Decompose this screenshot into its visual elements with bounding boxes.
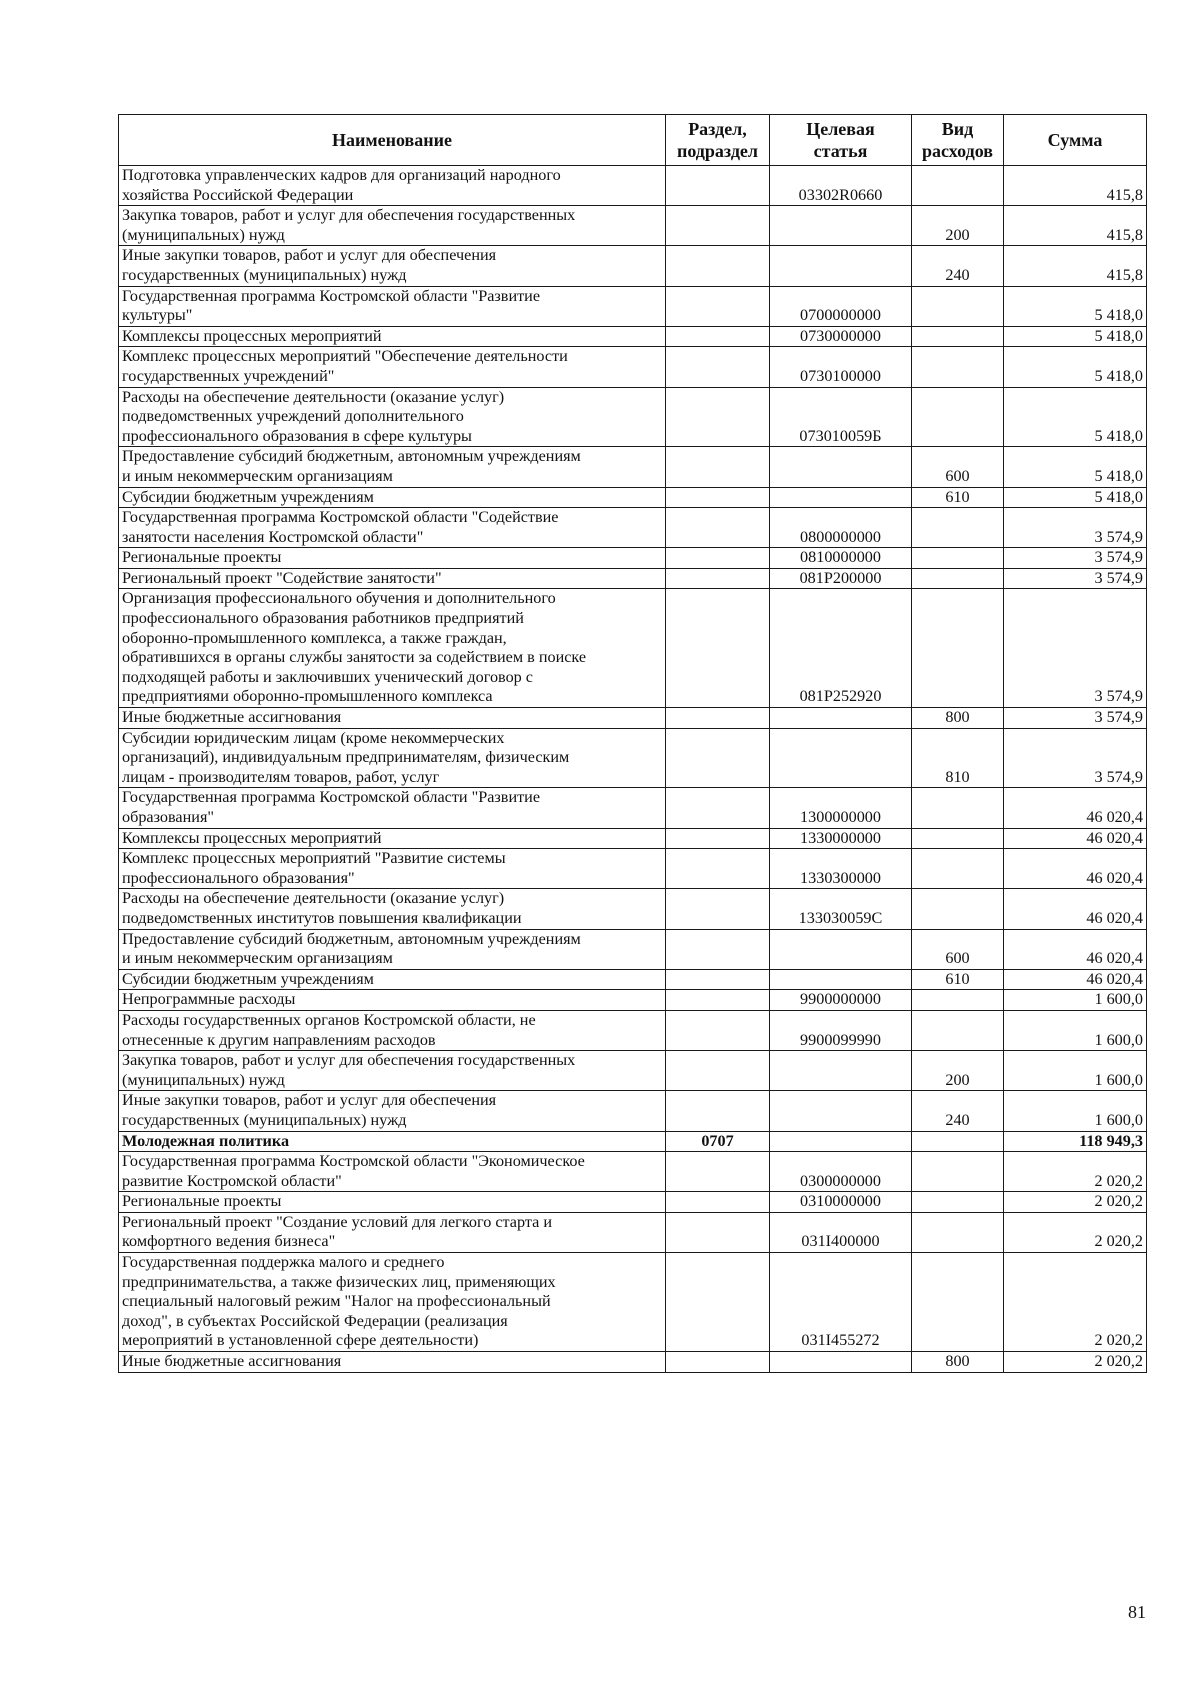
cell-kind bbox=[912, 347, 1004, 387]
cell-name: Подготовка управленческих кадров для организаций народного хозяйства Российской Федерации bbox=[119, 166, 666, 206]
table-row bbox=[119, 246, 1147, 286]
table-body bbox=[119, 166, 1147, 1373]
cell-section bbox=[666, 1010, 770, 1050]
cell-target: 0800000000 bbox=[770, 508, 912, 548]
table-row bbox=[119, 1253, 1147, 1352]
cell-name: Иные бюджетные ассигнования bbox=[119, 708, 666, 729]
cell-section bbox=[666, 347, 770, 387]
cell-kind bbox=[912, 889, 1004, 929]
cell-kind bbox=[912, 326, 1004, 347]
cell-sum: 46 020,4 bbox=[1004, 889, 1147, 929]
table-row bbox=[119, 1091, 1147, 1131]
cell-section bbox=[666, 568, 770, 589]
cell-name: Иные закупки товаров, работ и услуг для обеспечения государственных (муниципальных) нужд bbox=[119, 1091, 666, 1131]
cell-section bbox=[666, 1253, 770, 1352]
cell-kind bbox=[912, 166, 1004, 206]
table-row bbox=[119, 1131, 1147, 1152]
cell-kind: 200 bbox=[912, 1051, 1004, 1091]
cell-target: 0730100000 bbox=[770, 347, 912, 387]
cell-name: Региональные проекты bbox=[119, 548, 666, 569]
cell-target: 03302R0660 bbox=[770, 166, 912, 206]
cell-name: Субсидии бюджетным учреждениям bbox=[119, 487, 666, 508]
cell-section bbox=[666, 889, 770, 929]
table-row bbox=[119, 1352, 1147, 1373]
column-header-sum: Сумма bbox=[1004, 115, 1147, 166]
table-row bbox=[119, 969, 1147, 990]
cell-section bbox=[666, 286, 770, 326]
table-row bbox=[119, 548, 1147, 569]
cell-sum: 3 574,9 bbox=[1004, 508, 1147, 548]
table-row bbox=[119, 990, 1147, 1011]
cell-sum: 2 020,2 bbox=[1004, 1212, 1147, 1252]
cell-name: Предоставление субсидий бюджетным, автономным учреждениям и иным некоммерческим организациям bbox=[119, 929, 666, 969]
cell-kind bbox=[912, 849, 1004, 889]
cell-target: 1300000000 bbox=[770, 788, 912, 828]
column-header-target: Целевая статья bbox=[770, 115, 912, 166]
cell-sum: 1 600,0 bbox=[1004, 1091, 1147, 1131]
cell-kind bbox=[912, 548, 1004, 569]
cell-sum: 2 020,2 bbox=[1004, 1352, 1147, 1373]
cell-section bbox=[666, 246, 770, 286]
cell-section bbox=[666, 1352, 770, 1373]
cell-sum: 1 600,0 bbox=[1004, 1010, 1147, 1050]
cell-kind bbox=[912, 1212, 1004, 1252]
cell-name: Расходы на обеспечение деятельности (оказание услуг) подведомственных учреждений дополнительного профессионального образования в сфере культуры bbox=[119, 387, 666, 447]
table-row bbox=[119, 387, 1147, 447]
cell-target: 1330000000 bbox=[770, 828, 912, 849]
cell-sum: 3 574,9 bbox=[1004, 589, 1147, 708]
cell-kind: 610 bbox=[912, 969, 1004, 990]
cell-sum: 46 020,4 bbox=[1004, 828, 1147, 849]
cell-sum: 46 020,4 bbox=[1004, 929, 1147, 969]
cell-section bbox=[666, 969, 770, 990]
table-row bbox=[119, 728, 1147, 788]
cell-section bbox=[666, 849, 770, 889]
cell-target: 9900099990 bbox=[770, 1010, 912, 1050]
cell-kind bbox=[912, 1253, 1004, 1352]
cell-name: Комплексы процессных мероприятий bbox=[119, 828, 666, 849]
cell-sum: 2 020,2 bbox=[1004, 1192, 1147, 1213]
cell-name: Расходы на обеспечение деятельности (оказание услуг) подведомственных институтов повышения квалификации bbox=[119, 889, 666, 929]
cell-target: 133030059С bbox=[770, 889, 912, 929]
cell-kind bbox=[912, 568, 1004, 589]
cell-kind bbox=[912, 589, 1004, 708]
cell-kind: 200 bbox=[912, 206, 1004, 246]
cell-section bbox=[666, 487, 770, 508]
cell-target bbox=[770, 206, 912, 246]
cell-sum: 1 600,0 bbox=[1004, 990, 1147, 1011]
column-header-section: Раздел, подраздел bbox=[666, 115, 770, 166]
cell-target bbox=[770, 246, 912, 286]
column-header-name: Наименование bbox=[119, 115, 666, 166]
cell-target bbox=[770, 708, 912, 729]
cell-name: Государственная программа Костромской области "Развитие образования" bbox=[119, 788, 666, 828]
cell-section bbox=[666, 589, 770, 708]
cell-kind bbox=[912, 1152, 1004, 1192]
cell-target: 1330300000 bbox=[770, 849, 912, 889]
table-row bbox=[119, 568, 1147, 589]
cell-sum: 5 418,0 bbox=[1004, 326, 1147, 347]
table-header-row bbox=[119, 115, 1147, 166]
cell-sum: 5 418,0 bbox=[1004, 286, 1147, 326]
cell-target: 031I400000 bbox=[770, 1212, 912, 1252]
table-row bbox=[119, 508, 1147, 548]
cell-kind: 240 bbox=[912, 246, 1004, 286]
cell-name: Закупка товаров, работ и услуг для обеспечения государственных (муниципальных) нужд bbox=[119, 206, 666, 246]
cell-kind: 610 bbox=[912, 487, 1004, 508]
cell-kind: 240 bbox=[912, 1091, 1004, 1131]
table-row bbox=[119, 487, 1147, 508]
cell-target: 0300000000 bbox=[770, 1152, 912, 1192]
cell-sum: 3 574,9 bbox=[1004, 568, 1147, 589]
cell-name: Региональный проект "Содействие занятости" bbox=[119, 568, 666, 589]
cell-section bbox=[666, 828, 770, 849]
cell-target bbox=[770, 969, 912, 990]
cell-name: Государственная программа Костромской области "Экономическое развитие Костромской области" bbox=[119, 1152, 666, 1192]
cell-name: Молодежная политика bbox=[119, 1131, 666, 1152]
cell-name: Комплекс процессных мероприятий "Развитие системы профессионального образования" bbox=[119, 849, 666, 889]
cell-target bbox=[770, 447, 912, 487]
cell-sum: 2 020,2 bbox=[1004, 1152, 1147, 1192]
cell-kind bbox=[912, 990, 1004, 1011]
cell-target: 031I455272 bbox=[770, 1253, 912, 1352]
cell-sum: 46 020,4 bbox=[1004, 788, 1147, 828]
table-row bbox=[119, 1152, 1147, 1192]
cell-name: Субсидии юридическим лицам (кроме некоммерческих организаций), индивидуальным предпринимателям, физическим лицам - производителям товаров, работ, услуг bbox=[119, 728, 666, 788]
cell-kind: 800 bbox=[912, 708, 1004, 729]
cell-sum: 415,8 bbox=[1004, 206, 1147, 246]
page-number: 81 bbox=[1128, 1602, 1146, 1622]
cell-kind bbox=[912, 286, 1004, 326]
table-row bbox=[119, 206, 1147, 246]
table-row bbox=[119, 889, 1147, 929]
cell-target bbox=[770, 929, 912, 969]
cell-target: 081P252920 bbox=[770, 589, 912, 708]
cell-section bbox=[666, 708, 770, 729]
cell-section bbox=[666, 166, 770, 206]
cell-sum: 2 020,2 bbox=[1004, 1253, 1147, 1352]
cell-section bbox=[666, 728, 770, 788]
cell-target: 0700000000 bbox=[770, 286, 912, 326]
table-row bbox=[119, 1010, 1147, 1050]
table-row bbox=[119, 708, 1147, 729]
cell-sum: 415,8 bbox=[1004, 246, 1147, 286]
table-row bbox=[119, 326, 1147, 347]
cell-name: Иные бюджетные ассигнования bbox=[119, 1352, 666, 1373]
cell-section bbox=[666, 1051, 770, 1091]
cell-kind: 800 bbox=[912, 1352, 1004, 1373]
budget-document bbox=[118, 114, 1146, 1373]
cell-sum: 3 574,9 bbox=[1004, 708, 1147, 729]
cell-target bbox=[770, 1091, 912, 1131]
cell-target: 081P200000 bbox=[770, 568, 912, 589]
cell-section bbox=[666, 387, 770, 447]
cell-name: Иные закупки товаров, работ и услуг для обеспечения государственных (муниципальных) нужд bbox=[119, 246, 666, 286]
cell-kind: 600 bbox=[912, 929, 1004, 969]
cell-section bbox=[666, 1192, 770, 1213]
cell-kind bbox=[912, 1192, 1004, 1213]
budget-table bbox=[118, 114, 1147, 1373]
cell-sum: 415,8 bbox=[1004, 166, 1147, 206]
cell-name: Региональный проект "Создание условий для легкого старта и комфортного ведения бизнеса" bbox=[119, 1212, 666, 1252]
cell-name: Субсидии бюджетным учреждениям bbox=[119, 969, 666, 990]
cell-name: Региональные проекты bbox=[119, 1192, 666, 1213]
cell-target bbox=[770, 1131, 912, 1152]
cell-section bbox=[666, 326, 770, 347]
table-row bbox=[119, 1212, 1147, 1252]
cell-name: Организация профессионального обучения и дополнительного профессионального образования работников предприятий оборонно-промышленного комплекса, а также граждан, обратившихся в органы службы занятости за содействием в поиске подходящей работы и заключивших ученический договор с предприятиями оборонно-промышленного комплекса bbox=[119, 589, 666, 708]
cell-section bbox=[666, 929, 770, 969]
cell-target: 9900000000 bbox=[770, 990, 912, 1011]
cell-sum: 46 020,4 bbox=[1004, 849, 1147, 889]
table-row bbox=[119, 1051, 1147, 1091]
cell-target: 0730000000 bbox=[770, 326, 912, 347]
table-row bbox=[119, 849, 1147, 889]
cell-section bbox=[666, 508, 770, 548]
cell-section bbox=[666, 548, 770, 569]
cell-name: Комплекс процессных мероприятий "Обеспечение деятельности государственных учреждений" bbox=[119, 347, 666, 387]
cell-section bbox=[666, 1091, 770, 1131]
cell-target: 0310000000 bbox=[770, 1192, 912, 1213]
cell-name: Закупка товаров, работ и услуг для обеспечения государственных (муниципальных) нужд bbox=[119, 1051, 666, 1091]
cell-name: Государственная программа Костромской области "Содействие занятости населения Костромской области" bbox=[119, 508, 666, 548]
cell-section bbox=[666, 1212, 770, 1252]
cell-kind: 600 bbox=[912, 447, 1004, 487]
cell-name: Расходы государственных органов Костромской области, не отнесенные к другим направлениям расходов bbox=[119, 1010, 666, 1050]
cell-sum: 3 574,9 bbox=[1004, 728, 1147, 788]
cell-name: Государственная программа Костромской области "Развитие культуры" bbox=[119, 286, 666, 326]
cell-name: Предоставление субсидий бюджетным, автономным учреждениям и иным некоммерческим организациям bbox=[119, 447, 666, 487]
cell-sum: 5 418,0 bbox=[1004, 347, 1147, 387]
cell-kind bbox=[912, 788, 1004, 828]
cell-section bbox=[666, 447, 770, 487]
cell-target bbox=[770, 1051, 912, 1091]
cell-kind bbox=[912, 508, 1004, 548]
table-row bbox=[119, 166, 1147, 206]
table-row bbox=[119, 828, 1147, 849]
table-row bbox=[119, 286, 1147, 326]
cell-kind bbox=[912, 1010, 1004, 1050]
cell-section bbox=[666, 1152, 770, 1192]
cell-section bbox=[666, 206, 770, 246]
cell-name: Государственная поддержка малого и среднего предпринимательства, а также физических лиц, применяющих специальный налоговый режим "Налог на профессиональный доход", в субъектах Российской Федерации (реализация мероприятий в установленной сфере деятельности) bbox=[119, 1253, 666, 1352]
table-row bbox=[119, 447, 1147, 487]
column-header-kind: Вид расходов bbox=[912, 115, 1004, 166]
cell-name: Комплексы процессных мероприятий bbox=[119, 326, 666, 347]
cell-sum: 5 418,0 bbox=[1004, 387, 1147, 447]
table-row bbox=[119, 929, 1147, 969]
cell-sum: 5 418,0 bbox=[1004, 447, 1147, 487]
cell-kind: 810 bbox=[912, 728, 1004, 788]
cell-kind bbox=[912, 387, 1004, 447]
cell-kind bbox=[912, 1131, 1004, 1152]
table-row bbox=[119, 788, 1147, 828]
cell-name: Непрограммные расходы bbox=[119, 990, 666, 1011]
cell-sum: 5 418,0 bbox=[1004, 487, 1147, 508]
cell-section bbox=[666, 788, 770, 828]
cell-kind bbox=[912, 828, 1004, 849]
cell-sum: 1 600,0 bbox=[1004, 1051, 1147, 1091]
cell-target: 073010059Б bbox=[770, 387, 912, 447]
cell-sum: 46 020,4 bbox=[1004, 969, 1147, 990]
cell-section bbox=[666, 990, 770, 1011]
cell-target bbox=[770, 728, 912, 788]
table-row bbox=[119, 589, 1147, 708]
cell-sum: 118 949,3 bbox=[1004, 1131, 1147, 1152]
cell-sum: 3 574,9 bbox=[1004, 548, 1147, 569]
cell-target bbox=[770, 1352, 912, 1373]
table-row bbox=[119, 347, 1147, 387]
cell-target bbox=[770, 487, 912, 508]
table-row bbox=[119, 1192, 1147, 1213]
cell-section: 0707 bbox=[666, 1131, 770, 1152]
cell-target: 0810000000 bbox=[770, 548, 912, 569]
